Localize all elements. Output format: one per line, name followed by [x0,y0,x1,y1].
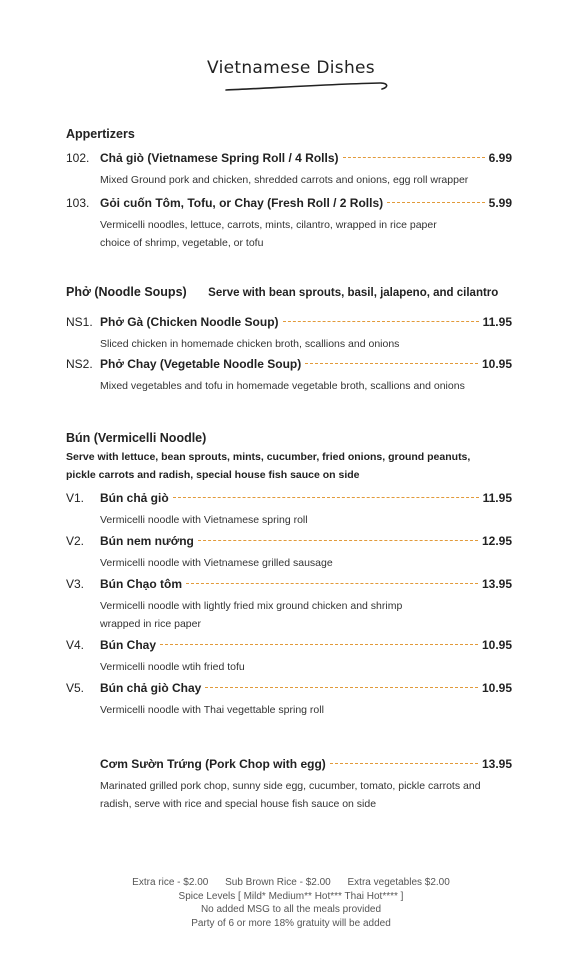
dotted-leader [173,497,479,498]
description-line: Vermicelli noodle with Vietnamese grilled sausage [100,557,333,569]
item-description [100,511,512,529]
description-line: Vermicelli noodles, lettuce, carrots, mints, cilantro, wrapped in rice paper [100,219,437,231]
menu-item [66,491,512,529]
item-price: 6.99 [488,151,512,165]
item-price: 11.95 [482,491,512,505]
menu-item [66,757,512,813]
item-code: V5. [66,681,85,695]
description-line: choice of shrimp, vegetable, or tofu [100,237,264,249]
item-code: V3. [66,577,85,591]
item-name: Phở Chay (Vegetable Noodle Soup) [100,357,302,371]
item-name: Phở Gà (Chicken Noodle Soup) [100,315,279,329]
item-price: 10.95 [481,638,512,652]
description-line: Vermicelli noodle wtih fried tofu [100,661,245,673]
dotted-leader [305,363,478,364]
item-description [100,777,512,813]
section-title-pho [66,285,498,299]
footer-msg-note: No added MSG to all the meals provided [200,904,382,915]
section-title-bun: Bún (Vermicelli Noodle) [66,431,207,445]
item-description [100,171,512,189]
item-code: 103. [66,196,90,210]
item-code: V4. [66,638,85,652]
description-line: Marinated grilled pork chop, sunny side egg, cucumber, tomato, pickle carrots and [100,780,481,792]
menu-item [66,534,512,572]
section-note-bun [66,448,506,484]
section-title-text: Phở (Noodle Soups) [66,285,187,299]
footer-gratuity-note: Party of 6 or more 18% gratuity will be added [191,917,391,929]
item-description [100,658,512,676]
dotted-leader [330,763,478,764]
description-line: Vermicelli noodle with lightly fried mix ground chicken and shrimp [100,600,403,612]
item-name: Bún Chay [100,638,157,652]
dotted-leader [160,644,478,645]
menu-item [66,196,512,252]
description-line: Sliced chicken in homemade chicken broth, scallions and onions [100,338,400,350]
item-name: Gỏi cuốn Tôm, Tofu, or Chay (Fresh Roll / 2 Rolls) [100,196,384,210]
dotted-leader [343,157,485,158]
item-code: NS2. [66,357,93,371]
dotted-leader [283,321,479,322]
item-price: 10.95 [481,357,512,371]
item-description [100,554,512,572]
item-name: Bún nem nướng [100,534,194,548]
item-name: Cơm Sườn Trứng (Pork Chop with egg) [100,757,326,771]
item-code: V2. [66,534,85,548]
footer-extra-rice: Extra rice - $2.00 [132,877,209,888]
item-code: V1. [66,491,85,505]
footer-sub-brown-rice: Sub Brown Rice - $2.00 [225,877,331,888]
menu-item [66,681,512,719]
section-note: Serve with bean sprouts, basil, jalapeno, and cilantro [208,287,499,299]
menu-item [66,151,512,189]
menu-item [66,357,512,395]
description-line: radish, serve with rice and special house fish sauce on side [100,798,377,810]
section-note-line: Serve with lettuce, bean sprouts, mints, cucumber, fried onions, ground peanuts, [66,451,471,463]
item-price: 12.95 [481,534,512,548]
description-line: Vermicelli noodle with Vietnamese spring roll [100,514,308,526]
item-description [100,377,512,395]
description-line: Mixed Ground pork and chicken, shredded carrots and onions, egg roll wrapper [100,174,469,186]
menu-item [66,315,512,353]
item-price: 5.99 [488,196,512,210]
footer-extras-line [0,876,582,890]
dotted-leader [205,687,478,688]
menu-title: Vietnamese Dishes [207,58,375,78]
title-underline-swoosh [222,78,392,94]
item-description [100,597,512,633]
item-name: Bún chả giò Chay [100,681,202,695]
description-line: Vermicelli noodle with Thai vegettable spring roll [100,704,324,716]
dotted-leader [186,583,478,584]
dotted-leader [198,540,478,541]
item-description [100,216,512,252]
item-name: Bún Chạo tôm [100,577,182,591]
item-name: Chả giò (Vietnamese Spring Roll / 4 Rolls) [100,151,339,165]
item-description [100,701,512,719]
section-title-appetizers: Appertizers [66,127,135,141]
description-line: Mixed vegetables and tofu in homemade vegetable broth, scallions and onions [100,380,465,392]
section-note-line: pickle carrots and radish, special house fish sauce on side [66,469,360,481]
item-code: NS1. [66,315,93,329]
footer-spice-levels: Spice Levels [ Mild* Medium** Hot*** Thai Hot**** ] [178,890,404,902]
footer-extra-vegetables: Extra vegetables $2.00 [347,877,450,888]
menu-item [66,638,512,676]
description-line: wrapped in rice paper [100,618,201,630]
dotted-leader [387,202,485,203]
item-price: 13.95 [481,757,512,771]
item-price: 10.95 [481,681,512,695]
item-price: 13.95 [481,577,512,591]
menu-item [66,577,512,633]
item-description [100,335,512,353]
item-name: Bún chả giò [100,491,169,505]
menu-footer [0,876,582,930]
item-price: 11.95 [482,315,512,329]
item-code: 102. [66,151,90,165]
